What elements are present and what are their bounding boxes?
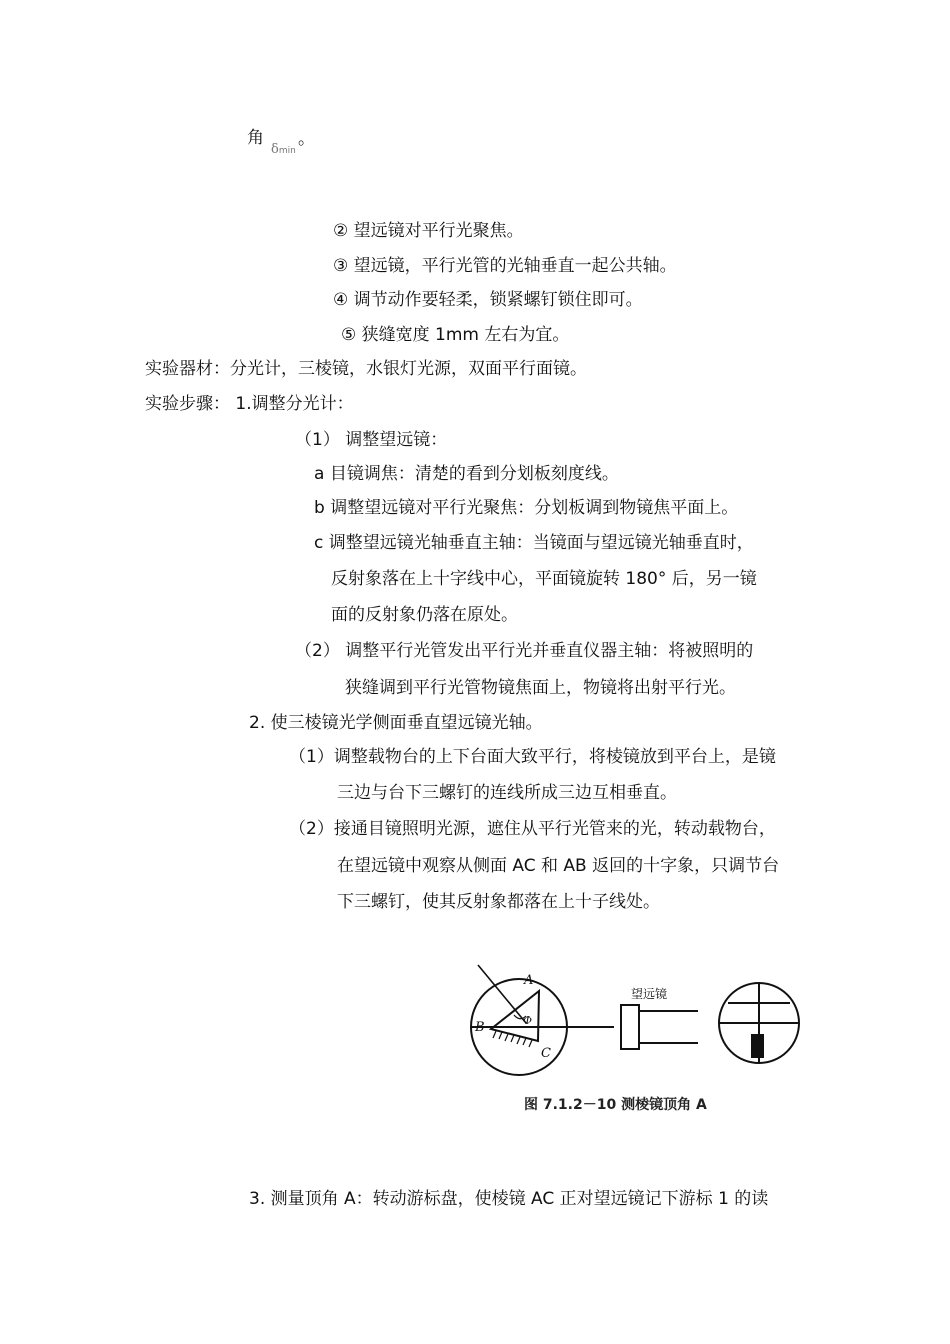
step-1-2-line: 狭缝调到平行光管物镜焦面上，物镜将出射平行光。	[345, 678, 736, 698]
note-item: ⑤ 狭缝宽度 1mm 左右为宜。	[341, 325, 570, 345]
step-2-1-line: （1）调整载物台的上下台面大致平行，将棱镜放到平台上，是镜	[289, 747, 776, 767]
step-1-c-line: 面的反射象仍落在原处。	[331, 605, 518, 625]
step-2-2-line: （2）接通目镜照明光源，遮住从平行光管来的光，转动载物台，	[289, 819, 776, 839]
note-item: ③ 望远镜，平行光管的光轴垂直一起公共轴。	[333, 256, 677, 276]
step-1-1-heading: （1） 调整望远镜：	[295, 430, 448, 450]
prism-base-hatching	[493, 1031, 532, 1047]
step-1-b: b 调整望远镜对平行光聚焦：分划板调到物镜焦平面上。	[314, 498, 739, 518]
note-item: ② 望远镜对平行光聚焦。	[333, 221, 524, 241]
step-3-line: 3. 测量顶角 A：转动游标盘，使棱镜 AC 正对望远镜记下游标 1 的读	[249, 1189, 769, 1209]
telescope-label: 望远镜	[631, 987, 668, 1001]
telescope-tube	[621, 1005, 698, 1049]
step-1-c-line: 反射象落在上十字线中心，平面镜旋转 180° 后，另一镜	[331, 569, 757, 589]
prism-apex-angle-figure	[466, 958, 816, 1124]
step-2-2-line: 下三螺钉，使其反射象都落在上十子线处。	[337, 892, 660, 912]
note-item: ④ 调节动作要轻柔，锁紧螺钉锁住即可。	[333, 290, 643, 310]
period-mark: 。	[298, 129, 315, 149]
label-phi: Φ	[523, 1014, 533, 1027]
label-c: C	[541, 1046, 551, 1061]
reflected-cross-image	[751, 1034, 764, 1058]
label-a: A	[524, 973, 534, 988]
step-2-heading: 2. 使三棱镜光学侧面垂直望远镜光轴。	[249, 713, 543, 733]
step-1-2-line: （2） 调整平行光管发出平行光并垂直仪器主轴：将被照明的	[295, 641, 754, 661]
label-b: B	[475, 1020, 485, 1035]
figure-caption: 图 7.1.2－10 测棱镜顶角 A	[524, 1097, 707, 1113]
step-2-1-line: 三边与台下三螺钉的连线所成三边互相垂直。	[337, 783, 677, 803]
angle-word: 角	[247, 128, 264, 148]
step-1-c-line: c 调整望远镜光轴垂直主轴：当镜面与望远镜光轴垂直时，	[314, 533, 754, 553]
delta-min-symbol	[271, 142, 296, 157]
step-1-a: a 目镜调焦：清楚的看到分划板刻度线。	[314, 464, 619, 484]
steps-heading: 实验步骤： 1.调整分光计：	[145, 394, 354, 414]
equipment-line: 实验器材：分光计，三棱镜，水银灯光源，双面平行面镜。	[145, 359, 587, 379]
step-2-2-line: 在望远镜中观察从侧面 AC 和 AB 返回的十字象，只调节台	[337, 856, 780, 876]
delta-symbol: δ	[271, 142, 279, 157]
delta-subscript: min	[278, 146, 296, 156]
